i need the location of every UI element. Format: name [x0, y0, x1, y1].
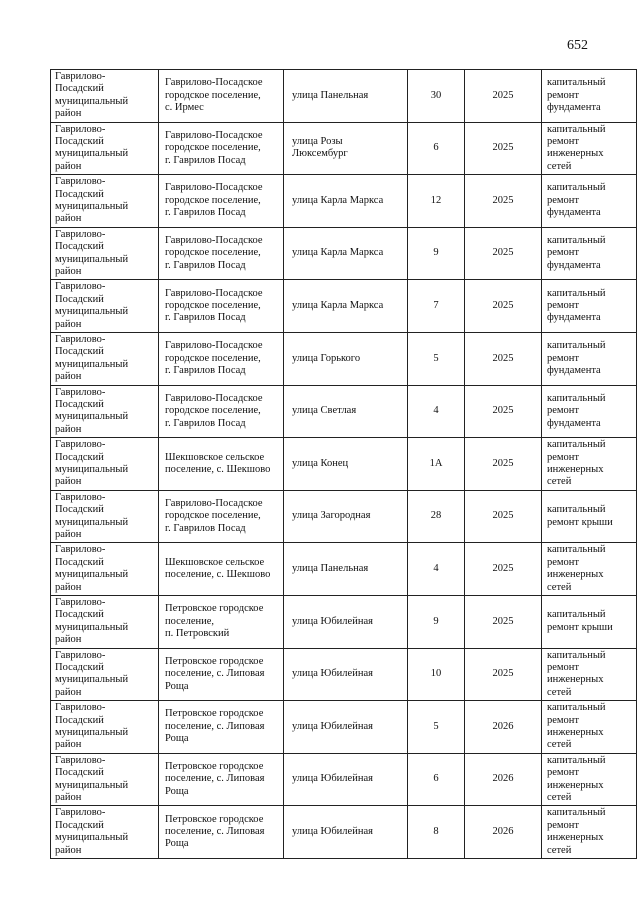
year-cell: 2025 — [465, 280, 542, 333]
work-type-cell: капитальный ремонт инженерных сетей — [542, 543, 637, 596]
year-cell: 2025 — [465, 490, 542, 543]
district-cell: Гаврилово- Посадский муниципальный район — [51, 70, 159, 123]
year-cell: 2025 — [465, 543, 542, 596]
settlement-cell: Гаврилово-Посадское городское поселение, г. Гаврилов Посад — [159, 122, 284, 175]
work-type-cell: капитальный ремонт фундамента — [542, 227, 637, 280]
house-number-cell: 1А — [408, 438, 465, 491]
house-number-cell: 28 — [408, 490, 465, 543]
work-type-cell: капитальный ремонт фундамента — [542, 175, 637, 228]
house-number-cell: 12 — [408, 175, 465, 228]
district-cell: Гаврилово- Посадский муниципальный район — [51, 701, 159, 754]
settlement-cell: Гаврилово-Посадское городское поселение, г. Гаврилов Посад — [159, 332, 284, 385]
settlement-cell: Шекшовское сельское поселение, с. Шекшово — [159, 438, 284, 491]
house-number-cell: 10 — [408, 648, 465, 701]
work-type-cell: капитальный ремонт фундамента — [542, 280, 637, 333]
year-cell: 2025 — [465, 122, 542, 175]
table-row — [51, 490, 637, 543]
table-row — [51, 332, 637, 385]
settlement-cell: Петровское городское поселение, с. Липовая Роща — [159, 753, 284, 806]
street-cell: улица Розы Люксембург — [284, 122, 408, 175]
year-cell: 2025 — [465, 385, 542, 438]
year-cell: 2025 — [465, 332, 542, 385]
year-cell: 2025 — [465, 595, 542, 648]
street-cell: улица Панельная — [284, 543, 408, 596]
street-cell: улица Юбилейная — [284, 648, 408, 701]
district-cell: Гаврилово- Посадский муниципальный район — [51, 332, 159, 385]
table-row — [51, 122, 637, 175]
year-cell: 2026 — [465, 806, 542, 859]
street-cell: улица Юбилейная — [284, 595, 408, 648]
work-type-cell: капитальный ремонт инженерных сетей — [542, 648, 637, 701]
house-number-cell: 5 — [408, 332, 465, 385]
district-cell: Гаврилово- Посадский муниципальный район — [51, 175, 159, 228]
table-row — [51, 280, 637, 333]
table-row — [51, 806, 637, 859]
district-cell: Гаврилово- Посадский муниципальный район — [51, 280, 159, 333]
work-type-cell: капитальный ремонт инженерных сетей — [542, 438, 637, 491]
district-cell: Гаврилово- Посадский муниципальный район — [51, 385, 159, 438]
table-row — [51, 701, 637, 754]
table-row — [51, 385, 637, 438]
table-body — [51, 70, 637, 859]
work-type-cell: капитальный ремонт инженерных сетей — [542, 122, 637, 175]
work-type-cell: капитальный ремонт инженерных сетей — [542, 701, 637, 754]
street-cell: улица Карла Маркса — [284, 280, 408, 333]
district-cell: Гаврилово- Посадский муниципальный район — [51, 438, 159, 491]
street-cell: улица Карла Маркса — [284, 227, 408, 280]
settlement-cell: Петровское городское поселение, с. Липовая Роща — [159, 701, 284, 754]
street-cell: улица Загородная — [284, 490, 408, 543]
settlement-cell: Шекшовское сельское поселение, с. Шекшово — [159, 543, 284, 596]
table-row — [51, 175, 637, 228]
settlement-cell: Гаврилово-Посадское городское поселение, г. Гаврилов Посад — [159, 175, 284, 228]
settlement-cell: Гаврилово-Посадское городское поселение, г. Гаврилов Посад — [159, 280, 284, 333]
work-type-cell: капитальный ремонт крыши — [542, 595, 637, 648]
street-cell: улица Юбилейная — [284, 701, 408, 754]
table-row — [51, 227, 637, 280]
year-cell: 2025 — [465, 70, 542, 123]
street-cell: улица Светлая — [284, 385, 408, 438]
district-cell: Гаврилово- Посадский муниципальный район — [51, 490, 159, 543]
year-cell: 2025 — [465, 175, 542, 228]
work-type-cell: капитальный ремонт фундамента — [542, 332, 637, 385]
district-cell: Гаврилово- Посадский муниципальный район — [51, 122, 159, 175]
work-type-cell: капитальный ремонт инженерных сетей — [542, 753, 637, 806]
table-row — [51, 70, 637, 123]
settlement-cell: Гаврилово-Посадское городское поселение, г. Гаврилов Посад — [159, 385, 284, 438]
house-number-cell: 8 — [408, 806, 465, 859]
table-row — [51, 595, 637, 648]
work-type-cell: капитальный ремонт фундамента — [542, 385, 637, 438]
year-cell: 2025 — [465, 438, 542, 491]
house-number-cell: 5 — [408, 701, 465, 754]
house-number-cell: 9 — [408, 595, 465, 648]
house-number-cell: 6 — [408, 753, 465, 806]
street-cell: улица Юбилейная — [284, 806, 408, 859]
district-cell: Гаврилово- Посадский муниципальный район — [51, 543, 159, 596]
table-row — [51, 648, 637, 701]
work-type-cell: капитальный ремонт крыши — [542, 490, 637, 543]
district-cell: Гаврилово- Посадский муниципальный район — [51, 753, 159, 806]
district-cell: Гаврилово- Посадский муниципальный район — [51, 227, 159, 280]
settlement-cell: Петровское городское поселение, с. Липовая Роща — [159, 648, 284, 701]
year-cell: 2026 — [465, 701, 542, 754]
district-cell: Гаврилово- Посадский муниципальный район — [51, 806, 159, 859]
table-row — [51, 543, 637, 596]
settlement-cell: Гаврилово-Посадское городское поселение, г. Гаврилов Посад — [159, 227, 284, 280]
house-number-cell: 9 — [408, 227, 465, 280]
table-row — [51, 753, 637, 806]
house-number-cell: 4 — [408, 385, 465, 438]
settlement-cell: Гаврилово-Посадское городское поселение, г. Гаврилов Посад — [159, 490, 284, 543]
street-cell: улица Горького — [284, 332, 408, 385]
house-number-cell: 7 — [408, 280, 465, 333]
settlement-cell: Гаврилово-Посадское городское поселение, с. Ирмес — [159, 70, 284, 123]
table-row — [51, 438, 637, 491]
page-number: 652 — [567, 38, 588, 53]
district-cell: Гаврилово- Посадский муниципальный район — [51, 648, 159, 701]
year-cell: 2025 — [465, 648, 542, 701]
house-number-cell: 30 — [408, 70, 465, 123]
street-cell: улица Конец — [284, 438, 408, 491]
repair-schedule-table — [50, 69, 637, 859]
house-number-cell: 6 — [408, 122, 465, 175]
district-cell: Гаврилово- Посадский муниципальный район — [51, 595, 159, 648]
work-type-cell: капитальный ремонт фундамента — [542, 70, 637, 123]
street-cell: улица Панельная — [284, 70, 408, 123]
settlement-cell: Петровское городское поселение, с. Липовая Роща — [159, 806, 284, 859]
settlement-cell: Петровское городское поселение, п. Петровский — [159, 595, 284, 648]
street-cell: улица Карла Маркса — [284, 175, 408, 228]
year-cell: 2026 — [465, 753, 542, 806]
street-cell: улица Юбилейная — [284, 753, 408, 806]
year-cell: 2025 — [465, 227, 542, 280]
work-type-cell: капитальный ремонт инженерных сетей — [542, 806, 637, 859]
house-number-cell: 4 — [408, 543, 465, 596]
